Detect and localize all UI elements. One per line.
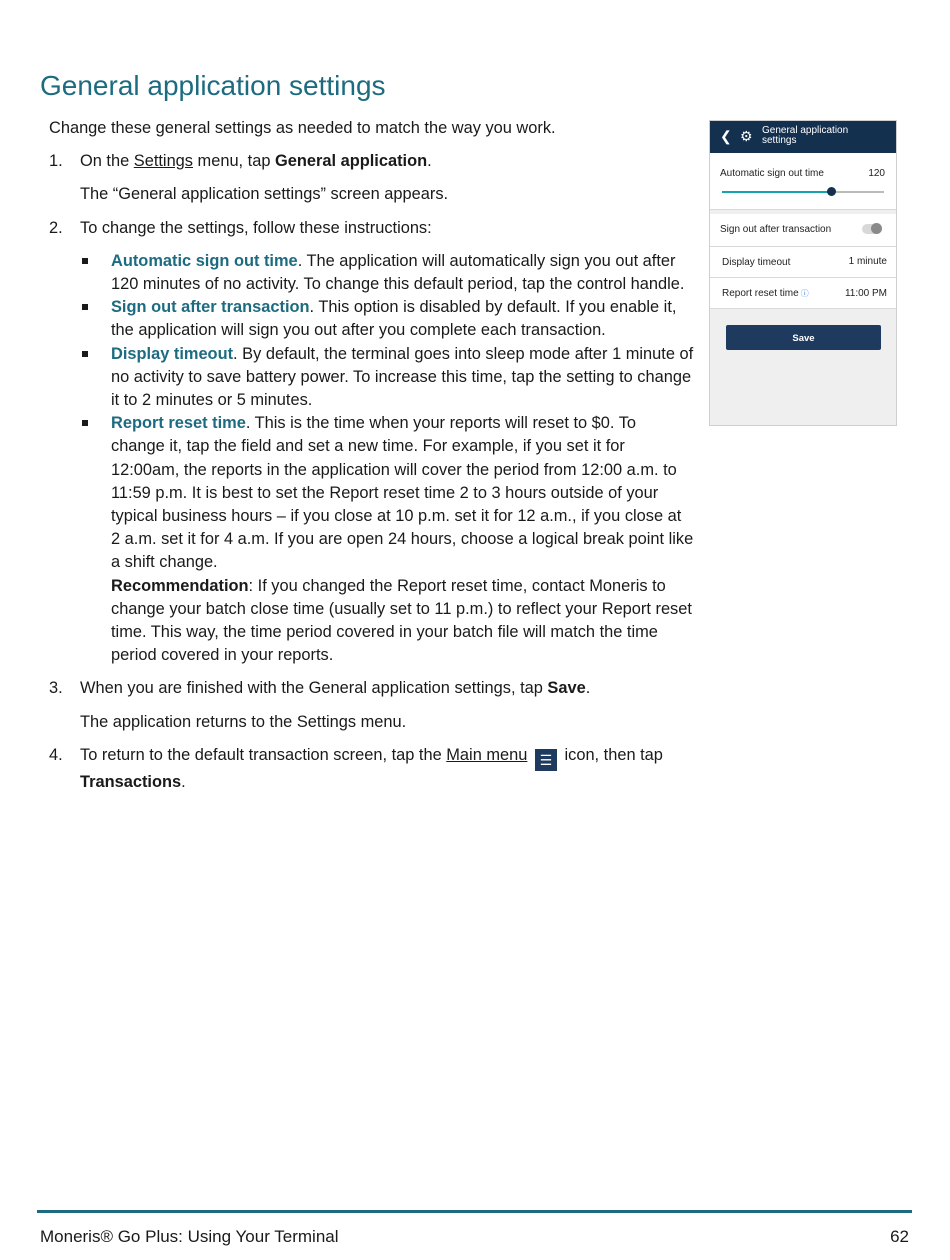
list-item-signout-after — [80, 296, 694, 342]
slider-handle[interactable] — [827, 187, 836, 196]
bold-term: Transactions — [80, 772, 182, 791]
text-fragment: . — [181, 772, 186, 791]
report-reset-row[interactable] — [710, 278, 896, 309]
step-result: The application returns to the Settings menu. — [80, 712, 407, 731]
bold-term: General application — [275, 152, 428, 171]
list-item-auto-signout — [80, 250, 694, 296]
item-text: . By default, the terminal goes into sleep mode after 1 minute of no activity to save battery power. To increase this time, tap the setting to change it to 2 minutes or 5 minutes. — [111, 344, 694, 410]
bold-term: Save — [547, 679, 586, 698]
display-timeout-label: Display timeout — [722, 257, 791, 268]
slider-fill — [722, 191, 831, 193]
page-title: General application settings — [40, 70, 386, 101]
keyword: Display timeout — [111, 344, 234, 363]
hamburger-menu-icon: ☰ — [535, 749, 557, 771]
step-number: 1. — [49, 152, 63, 171]
step-2 — [49, 217, 694, 668]
auto-signout-label: Automatic sign out time — [720, 168, 824, 179]
text-fragment: On the — [80, 152, 134, 171]
display-timeout-row[interactable] — [710, 247, 896, 278]
step-1 — [49, 150, 694, 206]
item-text: . This option is disabled by default. If you enable it, the application will sign you out after you complete each transaction. — [111, 298, 677, 340]
phone-header-title: General application settings — [762, 125, 849, 146]
main-content — [49, 117, 694, 804]
step-number: 3. — [49, 679, 63, 698]
step-text — [80, 150, 694, 173]
step-3 — [49, 677, 694, 733]
settings-list — [80, 250, 694, 668]
bullet-icon — [82, 351, 88, 357]
text-fragment: icon, then tap — [559, 745, 663, 764]
auto-signout-row — [710, 153, 896, 210]
page-number: 62 — [890, 1227, 909, 1246]
list-item-display-timeout — [80, 343, 694, 413]
display-timeout-value: 1 minute — [848, 256, 887, 267]
bullet-icon — [82, 258, 88, 264]
item-text: . The application will automatically sign you out after 120 minutes of no activity. To change this default period, tap the control handle. — [111, 251, 685, 294]
report-reset-label-wrap — [722, 288, 809, 299]
step-text — [80, 744, 694, 794]
text-fragment: To return to the default transaction screen, tap the — [80, 745, 447, 764]
info-icon[interactable]: ⓘ — [800, 289, 809, 298]
step-result: The “General application settings” screen appears. — [80, 185, 449, 204]
report-reset-value: 11:00 PM — [844, 288, 887, 299]
recommendation-label: Recommendation — [111, 576, 249, 595]
settings-link[interactable]: Settings — [133, 152, 193, 171]
keyword: Automatic sign out time — [111, 251, 298, 270]
step-4 — [49, 744, 694, 794]
phone-header — [710, 121, 896, 153]
text-fragment: menu, tap — [193, 152, 276, 171]
item-text: . This is the time when your reports will reset to $0. To change it, tap the field and set a new time. For example, if you set it for 12:00am, the reports in the application will cover the period from 12:00 a.m. to 11:59 p.m. It is best to set the Report reset time 2 to 3 hours outside of your typical business hours – if you close at 10 p.m. set it for 12 a.m., if you close at 2 a.m. set it for 4 a.m. If you are open 24 hours, choose a logical break point like a shift change. — [111, 414, 694, 572]
signout-after-label: Sign out after transaction — [720, 224, 832, 235]
bullet-icon — [82, 304, 88, 310]
text-fragment: When you are finished with the General application settings, tap — [80, 679, 548, 698]
step-number: 4. — [49, 745, 63, 764]
toggle-knob — [871, 223, 882, 234]
save-button[interactable]: Save — [726, 325, 881, 350]
text-fragment: . — [427, 152, 432, 171]
intro-text: Change these general settings as needed to match the way you work. — [49, 119, 556, 137]
list-item-report-reset — [80, 412, 694, 667]
recommendation-text: : If you changed the Report reset time, contact Moneris to change your batch close time (usually set to 11 p.m.) to reflect your Report reset time. This way, the time period covered in your batch file will match the time period covered in your reports. — [111, 576, 692, 665]
back-chevron-icon[interactable]: ❮ — [720, 128, 732, 144]
phone-screenshot — [709, 120, 897, 426]
gear-icon: ⚙ — [740, 128, 753, 144]
auto-signout-slider[interactable] — [722, 191, 884, 193]
keyword: Report reset time — [111, 414, 246, 433]
text-fragment: . — [585, 679, 591, 698]
report-reset-label: Report reset time — [722, 288, 799, 299]
step-text: To change the settings, follow these instructions: — [80, 218, 432, 237]
step-text — [80, 677, 694, 700]
main-menu-link[interactable]: Main menu — [446, 745, 528, 764]
signout-after-row — [710, 214, 896, 247]
signout-after-toggle[interactable] — [862, 224, 882, 234]
footer-title: Moneris® Go Plus: Using Your Terminal — [40, 1227, 339, 1246]
auto-signout-value: 120 — [868, 168, 885, 179]
step-number: 2. — [49, 218, 63, 237]
footer-divider — [37, 1210, 912, 1213]
bullet-icon — [82, 420, 88, 426]
keyword: Sign out after transaction — [111, 298, 310, 317]
